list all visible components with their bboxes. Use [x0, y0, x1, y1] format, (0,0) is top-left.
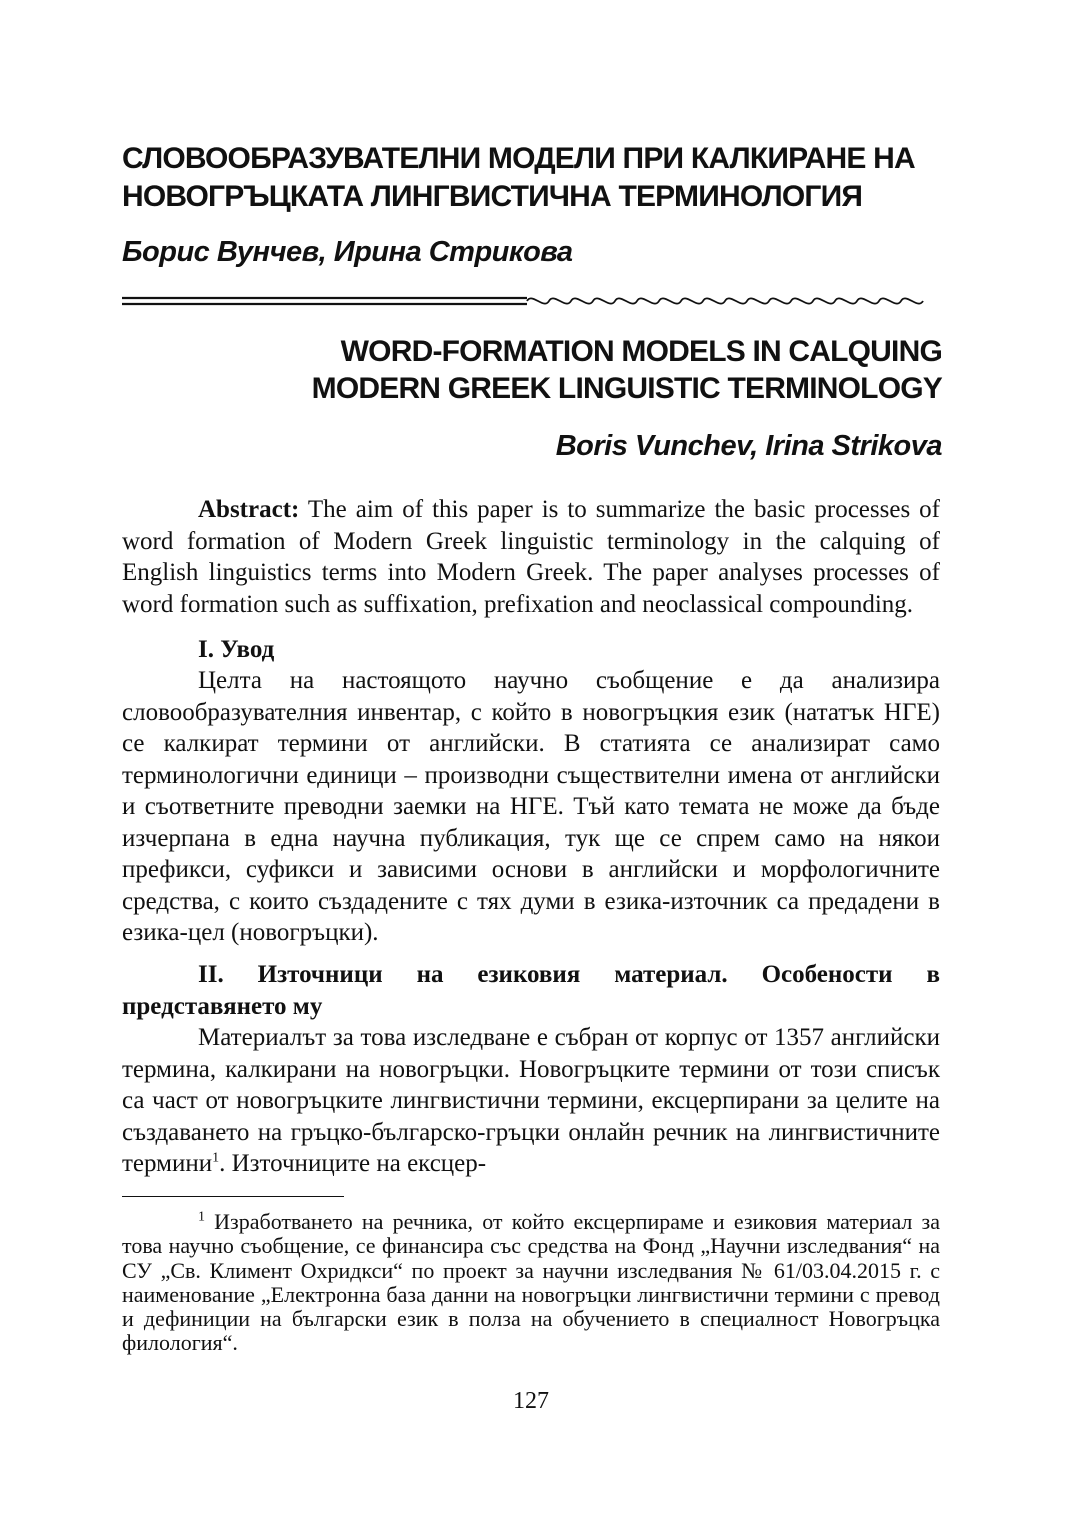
footnote-reference[interactable]: 1	[212, 1150, 220, 1166]
section-1-heading: I. Увод	[198, 636, 275, 663]
english-title-line-2: MODERN GREEK LINGUISTIC TERMINOLOGY	[311, 372, 942, 405]
page-number: 127	[513, 1388, 549, 1414]
abstract-paragraph	[122, 494, 940, 620]
section-2-paragraph	[122, 1022, 940, 1180]
footnote-separator	[122, 1196, 344, 1197]
bulgarian-title	[122, 140, 962, 216]
bulgarian-title-line-2: НОВОГРЪЦКАТА ЛИНГВИСТИЧНА ТЕРМИНОЛОГИЯ	[122, 180, 863, 213]
section-2-text-part-2: . Източниците на ексцер-	[219, 1150, 487, 1177]
english-title	[182, 333, 942, 407]
section-1-paragraph: Целта на настоящото научно съобщение е да анализира словообразувателния инвентар, с който в новогръцкия език (нататък НГЕ) се калкират термини от английски. В статията се анализират само терминологични единици – производни съществителни имена от английски и съответните преводни заемки на НГЕ. Тъй като темата не може да бъде изчерпана в една научна публикация, тук ще се спрем само на някои префикси, суфикси и зависими основи в английски и морфологичните средства, с които създадените с тях думи в езика-източник са предадени в езика-цел (новогръцки).	[122, 667, 940, 946]
abstract-text: The aim of this paper is to summarize the basic processes of word formation of Modern Greek linguistic terminology in the calquing of English linguistics terms into Modern Greek. The paper analyses processes of word formation such as suffixation, prefixation and neoclassical compounding.	[122, 496, 940, 618]
bulgarian-authors: Борис Вунчев, Ирина Стрикова	[122, 236, 573, 268]
footnote-marker: 1	[198, 1209, 205, 1225]
english-authors: Boris Vunchev, Irina Strikova	[555, 430, 942, 462]
english-title-line-1: WORD-FORMATION MODELS IN CALQUING	[340, 335, 942, 368]
title-separator-ornament	[122, 290, 942, 312]
footnote-1	[122, 1210, 940, 1356]
footnote-text: Изработването на речника, от който ексцерпираме и езиковия материал за това научно съобщение, се финансира със средства на Фонд „Научни изследвания“ на СУ „Св. Климент Охридкси“ по проект за научни изследвания № 61/03.04.2015 г. с наименование „Електронна база данни на новогръцки лингвистични термини с превод и дефиниции на български език в полза на обучението в специалност Новогръцка филология“.	[122, 1209, 940, 1356]
abstract-label: Abstract:	[198, 496, 300, 523]
section-2-text-part-1: Материалът за това изследване е събран от корпус от 1357 английски термина, калкирани на новогръцки. Новогръцките термини от този списък са част от новогръцките лингвистични термини, ексцерпирани за целите на създаването на гръцко-българско-гръцки онлайн речник на лингвистичните термини	[122, 1024, 940, 1177]
section-2-heading: II. Източници на езиковия материал. Особености в представянето му	[122, 961, 940, 1020]
bulgarian-title-line-1: СЛОВООБРАЗУВАТЕЛНИ МОДЕЛИ ПРИ КАЛКИРАНЕ НА	[122, 142, 915, 175]
